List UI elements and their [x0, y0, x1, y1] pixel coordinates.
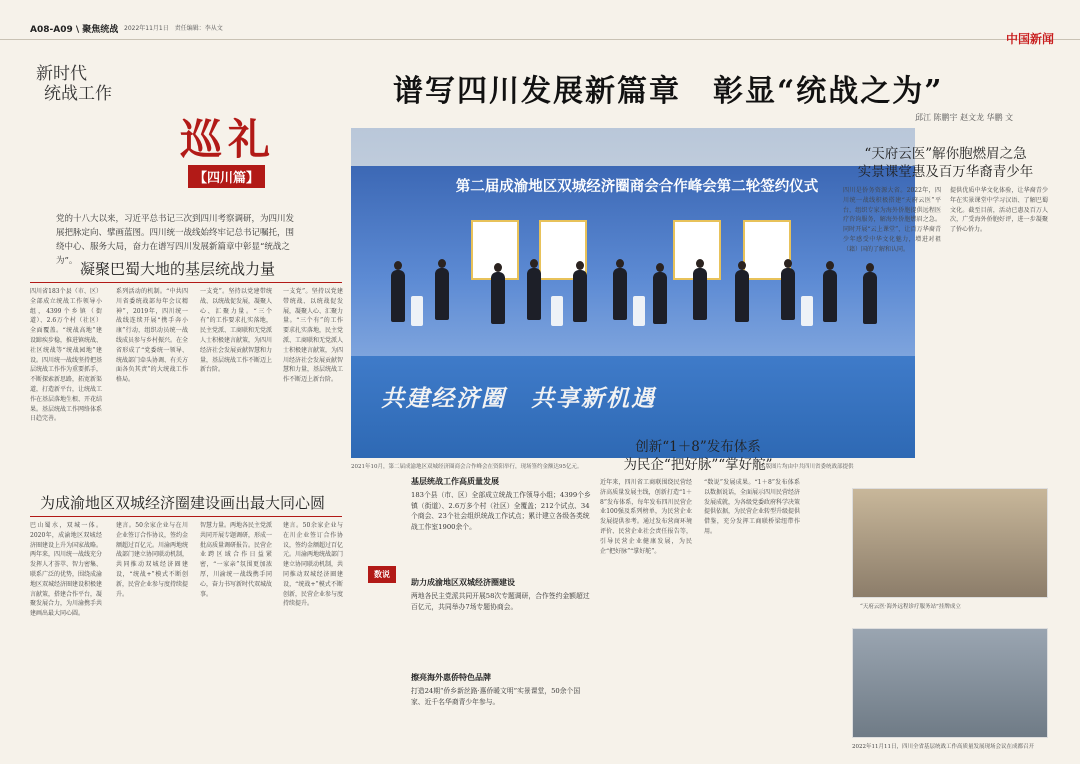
text-column-9: 四川是侨务资源大省。2022年，四川统一战线积极搭建“天府云医”平台，组织专家为海外侨胞提供远程医疗咨询服务，解海外侨胞燃眉之急。同时开展“云上课堂”，让百万华裔青少年感受中华文化魅力，增进对祖（籍）国的了解和认同。: [843, 187, 941, 253]
stage-title: 第二届成渝地区双城经济圈商会合作峰会第二轮签约仪式: [455, 179, 819, 195]
brand-line-1: 新时代: [36, 64, 87, 84]
databox-text-1: 183个县（市、区）全部成立统战工作领导小组；4399个乡镇（街道）、2.6万多个村（社区）全覆盖；212个试点、34个商会、23个社会组织统战工作试点；累计建立各级各类统战工作室1900余个。: [411, 491, 591, 531]
section-rule-1: [30, 282, 342, 283]
section-title-4: 创新“1＋8”发布体系 为民企“把好脉”“掌好舵”: [623, 439, 773, 473]
text-column-7: 近年来，四川省工商联围绕民营经济高质量发展主线，创新打造“1＋8”发布体系，每年发布四川民营企业100强及系列榜单，为民营企业发展提供参考。通过发布营商环境评价、民营企业社会责任报告等，引导民营企业健康发展，为民企“把好脉”“掌好舵”。: [600, 479, 692, 555]
section-brand: [36, 64, 126, 104]
attendee: [527, 268, 541, 320]
text-column-3b: 一支党”。坚持以党建带统战、以统战促发展，凝聚人心、汇聚力量。“三个有”的工作要求扎实落地，民主党派、工商联和无党派人士积极建言献策，为四川经济社会发展贡献智慧和力量，基层统战工作不断迈上新台阶。: [283, 288, 343, 384]
podium: [801, 296, 813, 326]
text-column-10: 提供优质中华文化体验，让华裔青少年在实景课堂中学习汉语、了解巴蜀文化。截至目前，活动已惠及百万人次，广受海外侨胞好评，进一步凝聚了侨心侨力。: [950, 187, 1048, 234]
text-column-6: 智慧力量。两地各民主党派共同开展专题调研，形成一批高质量调研报告。民营企业跨区域合作日益紧密，“一家亲”氛围更加浓厚，川渝统一战线携手同心，奋力书写新时代双城故事。: [200, 522, 272, 598]
photo-caption: 2021年10月，第二届成渝地区双城经济圈商会合作峰会在资阳举行，现场签约金额达95亿元。: [351, 464, 583, 470]
text-column-4: 巴山蜀水，双城一体。2020年，成渝地区双城经济圈建设上升为国家战略。两年来，四川统一战线充分发挥人才荟萃、智力密集、联系广泛的优势，围绕成渝地区双城经济圈建设积极建言献策，搭建合作平台，凝聚发展合力，为川渝携手共建画出最大同心圆。: [30, 522, 102, 618]
section-title-3: “天府云医”解你胞燃眉之急 实景课堂惠及百万华裔青少年: [857, 146, 1034, 180]
dateline: 2022年11月1日 责任编辑：李从文: [124, 25, 223, 32]
remote-clinic-photo: [852, 488, 1048, 598]
databox-heading-1: 基层统战工作高质量发展: [411, 476, 499, 486]
databox-text-3: 打造24期“侨乡新丝路·惠侨暖文明”实景课堂，50余个国家、近千名华裔青少年参与。: [411, 687, 581, 706]
brand-line-2: 统战工作: [44, 84, 112, 104]
data-tag: 数说: [368, 566, 396, 583]
attendee: [613, 268, 627, 320]
attendee: [491, 272, 505, 324]
text-column-2: 系列活动的机制。“中共四川省委统战部每年会议精神”，2019年，四川统一战线连续开展“携手奔小康”行动，组织动员统一战线成员参与乡村振兴。在全省形成了“党委统一领导、统战部门牵头协调、有关方面各负其责”的大统战工作格局。: [116, 288, 188, 384]
text-column-5: 建言。50余家企业与在川企业签订合作协议，签约金额超过百亿元。川渝两地统战部门建立协同联动机制，共同推动双城经济圈建设，“统战+”模式不断创新，民营企业参与度持续提升。: [116, 522, 188, 598]
attendee: [781, 268, 795, 320]
attendee: [435, 268, 449, 320]
podium: [551, 296, 563, 326]
photo-caption-2: “天府云医·海外远程诊疗服务站”挂牌成立: [860, 604, 961, 610]
databox-text-2: 两地各民主党派共同开展58次专题调研，合作签约金额超过百亿元，共同举办7场专题协商会。: [411, 592, 590, 611]
text-column-8: “数说”发展成果。“1＋8”发布体系以数据说话，全面展示四川民营经济发展成就，为各级党委政府科学决策提供依据，为民营企业转型升级提供借鉴，充分发挥工商联桥梁纽带作用。: [704, 479, 800, 535]
intro-paragraph: 党的十八大以来，习近平总书记三次到四川考察调研，为四川发展把脉定向、擘画蓝图。四川统一战线始终牢记总书记嘱托，围绕中心、服务大局，奋力在谱写四川发展新篇章中彰显“统战之为”。: [56, 214, 295, 266]
attendee: [735, 270, 749, 322]
publication-logo: 中国新闻: [1005, 32, 1054, 46]
text-column-1: 四川省183个县（市、区）全部成立统战工作领导小组，4399个乡镇（街道）、2.6万个村（社区）全面覆盖。“统战高地”建设蹄疾步稳，推进镇统战、社区统战等“统战园地”建设。四川统一战线坚持把基层统战工作作为重要抓手，不断探索新思路，拓宽新渠道，打造新平台，让统战工作在基层落地生根、开花结果。基层统战工作网络体系日趋完善。: [30, 288, 102, 423]
stage-slogan: 共建经济圈 共享新机遇: [381, 386, 656, 412]
page-header: [0, 0, 1080, 46]
photo-caption-3: 2022年11月11日，四川全省基层统战工作高质量发展现场会议在成都召开: [852, 744, 1034, 750]
tour-subtitle: 【四川篇】: [188, 165, 265, 188]
podium: [411, 296, 423, 326]
meeting-hall-photo: [852, 628, 1048, 738]
attendee: [391, 270, 405, 322]
attendee: [573, 270, 587, 322]
main-headline: 谱写四川发展新篇章 彰显“统战之为”: [393, 74, 944, 109]
text-column-6b: 建言。50余家企业与在川企业签订合作协议，签约金额超过百亿元。川渝两地统战部门建立协同联动机制，共同推动双城经济圈建设，“统战+”模式不断创新，民营企业参与度持续提升。: [283, 522, 343, 608]
page-number: A08-A09 \ 聚焦统战: [30, 25, 119, 35]
text-column-3: 一支党”。坚持以党建带统战、以统战促发展，凝聚人心、汇聚力量。“三个有”的工作要求扎实落地，民主党派、工商联和无党派人士积极建言献策，为四川经济社会发展贡献智慧和力量，基层统战工作不断迈上新台阶。: [200, 288, 272, 374]
signing-ceremony-photo: [351, 128, 915, 458]
attendee: [693, 268, 707, 320]
podium: [633, 296, 645, 326]
tour-title: 巡礼: [180, 115, 277, 164]
attendee: [653, 272, 667, 324]
section-title-1: 凝聚巴蜀大地的基层统战力量: [80, 260, 276, 278]
databox-heading-3: 擦亮海外惠侨特色品牌: [411, 672, 491, 682]
attendee: [823, 270, 837, 322]
databox-heading-2: 助力成渝地区双城经济圈建设: [411, 577, 515, 587]
byline: 邱江 陈鹏宇 赵文龙 华鹏 文: [915, 113, 1014, 122]
section-rule-2: [30, 516, 342, 517]
photo-credit: 本版图片均由中共四川省委统战部提供: [760, 464, 854, 470]
section-title-2: 为成渝地区双城经济圈建设画出最大同心圆: [40, 494, 326, 512]
